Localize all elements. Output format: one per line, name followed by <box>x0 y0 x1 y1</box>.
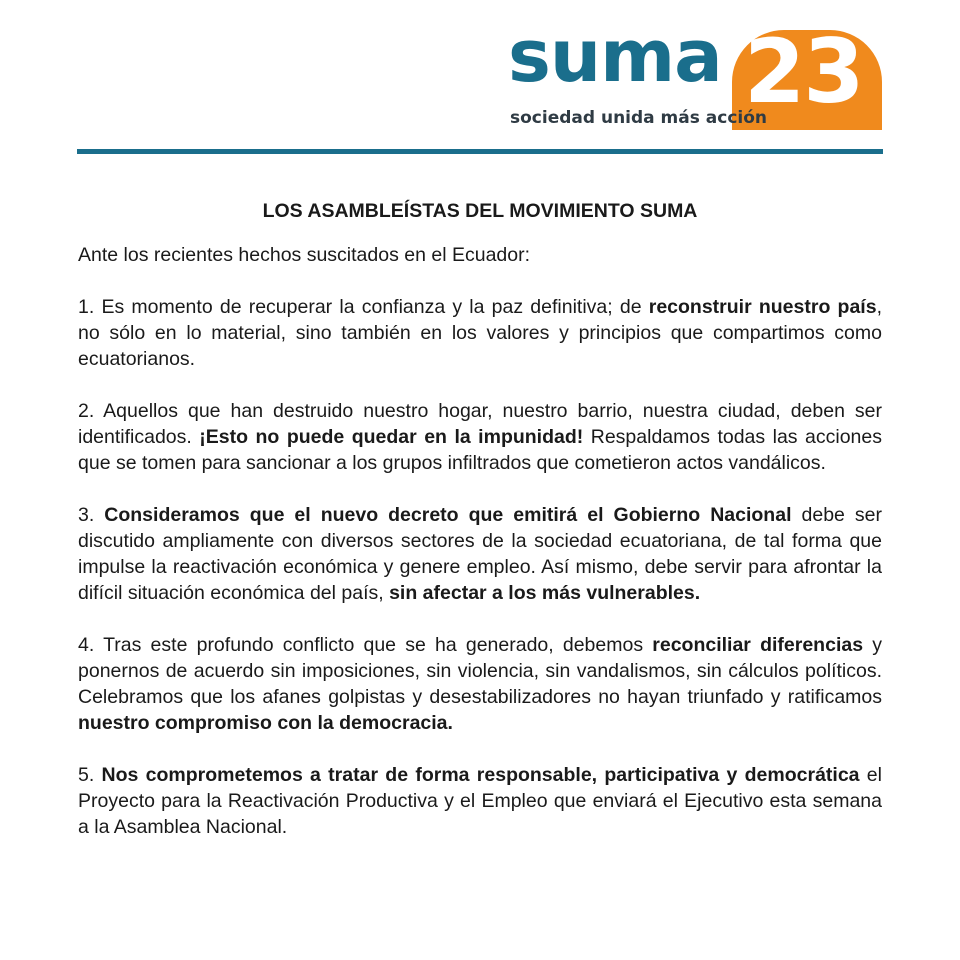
p2-text-a: 2. Aquellos que han destruido nuestro hogar, nuestro barrio, nuestra ciudad, deben ser identificados. <box>78 400 882 448</box>
p4-text-a: 4. Tras este profundo conflicto que se ha generado, debemos <box>78 634 653 656</box>
intro-text: Ante los recientes hechos suscitados en el Ecuador: <box>78 244 531 266</box>
p3-text-a: 3. <box>78 504 105 526</box>
paragraph-2 <box>78 398 882 476</box>
p1-text-c: , no sólo en lo material, sino también en los valores y principios que compartimos como ecuatorianos. <box>78 296 882 370</box>
p5-bold: Nos comprometemos a tratar de forma responsable, participativa y democrática <box>101 764 860 786</box>
header-divider <box>77 149 883 154</box>
document-title: LOS ASAMBLEÍSTAS DEL MOVIMIENTO SUMA <box>262 200 698 222</box>
p1-bold: reconstruir nuestro país <box>648 296 877 318</box>
logo-tagline: sociedad unida más acción <box>510 108 768 128</box>
p1-text-a: 1. Es momento de recuperar la confianza y la paz definitiva; de <box>78 296 649 318</box>
paragraph-5 <box>78 762 882 840</box>
p3-bold: Consideramos que el nuevo decreto que emitirá el Gobierno Nacional <box>104 504 792 526</box>
paragraph-1 <box>78 294 882 372</box>
p4-text-c: y ponernos de acuerdo sin imposiciones, sin violencia, sin vandalismos, sin cálculos políticos. Celebramos que los afanes golpistas y desestabilizadores no hayan triunfado y ratificamos <box>78 634 882 708</box>
document-body <box>78 198 882 866</box>
logo-word: suma <box>508 14 722 98</box>
paragraph-4 <box>78 632 882 736</box>
p3-bold-end: sin afectar a los más vulnerables. <box>389 582 701 604</box>
p3-text-c: debe ser discutido ampliamente con diversos sectores de la sociedad ecuatoriana, de tal forma que impulse la reactivación económica y genere empleo. Así mismo, debe servir para afrontar la difícil situación económica del país, <box>78 504 882 604</box>
logo-number: 23 <box>744 20 863 123</box>
suma-logo <box>508 14 888 130</box>
p2-bold: ¡Esto no puede quedar en la impunidad! <box>199 426 584 448</box>
paragraph-3 <box>78 502 882 606</box>
p2-text-c: Respaldamos todas las acciones que se tomen para sancionar a los grupos infiltrados que cometieron actos vandálicos. <box>78 426 882 474</box>
p4-bold: reconciliar diferencias <box>652 634 864 656</box>
p5-text-a: 5. <box>78 764 102 786</box>
p5-text-c: el Proyecto para la Reactivación Productiva y el Empleo que enviará el Ejecutivo esta semana a la Asamblea Nacional. <box>78 764 882 838</box>
p4-bold-end: nuestro compromiso con la democracia. <box>78 712 453 734</box>
